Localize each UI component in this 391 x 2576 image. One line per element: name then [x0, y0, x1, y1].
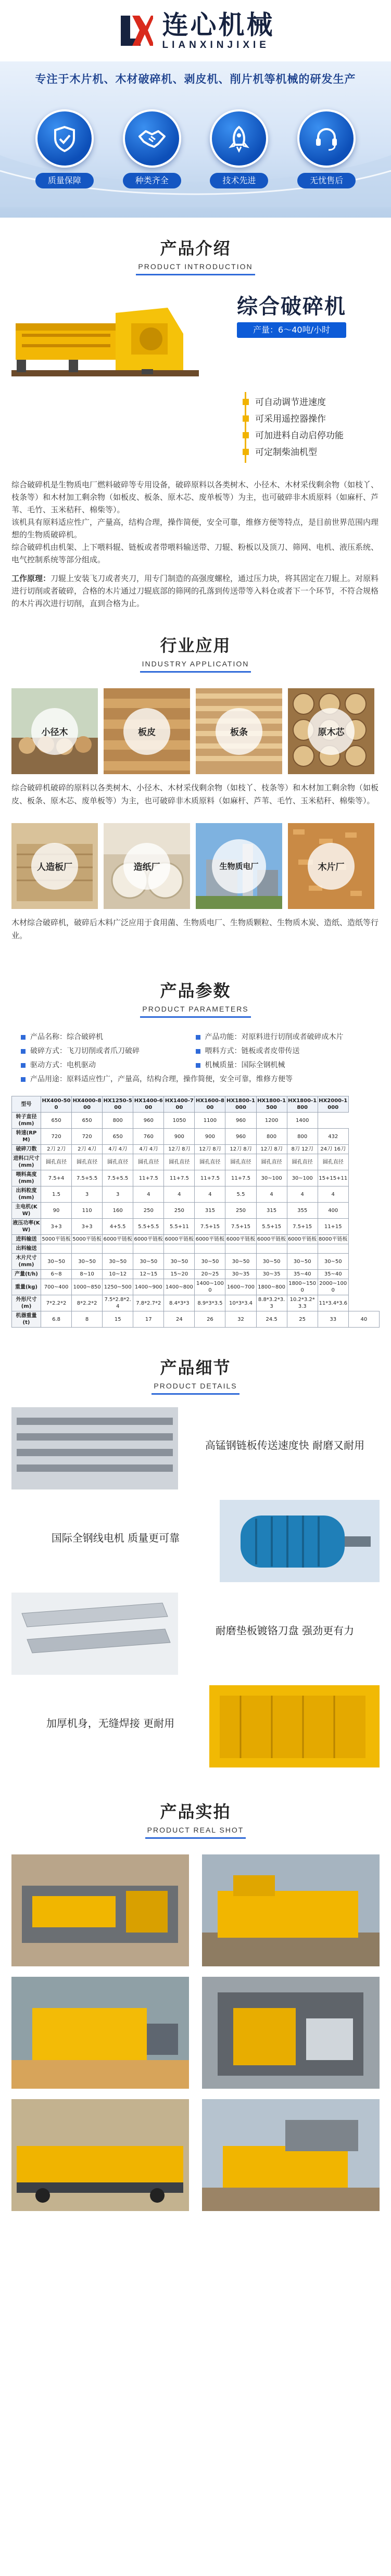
param-item: 机械质量：国际全钢机械	[196, 1058, 371, 1072]
table-cell: 900	[195, 1129, 225, 1145]
feature-item: 可定制柴油机型	[253, 444, 344, 461]
photos-section-title	[0, 1778, 391, 1839]
table-cell: 圆孔直径	[41, 1154, 72, 1170]
table-row	[12, 1113, 380, 1129]
table-cell: 40	[348, 1311, 379, 1328]
table-cell: 33	[318, 1311, 348, 1328]
table-cell: 250	[133, 1203, 164, 1219]
table-cell: 2000~1000	[318, 1279, 348, 1295]
table-header-model: HX1800-1800	[287, 1096, 318, 1113]
table-cell: 30~50	[256, 1254, 287, 1270]
table-cell: 1000~850	[72, 1279, 103, 1295]
table-cell: 355	[287, 1203, 318, 1219]
table-row	[12, 1295, 380, 1311]
table-cell: 4+5.5	[103, 1219, 133, 1235]
feature-list	[253, 394, 344, 461]
table-cell: 11+7.5	[195, 1170, 225, 1186]
table-row	[12, 1254, 380, 1270]
table-cell: 圆孔直径	[164, 1154, 195, 1170]
table-cell: 11+7.5	[225, 1170, 256, 1186]
real-shot-photo	[202, 1854, 380, 1966]
table-cell	[41, 1244, 72, 1254]
table-row	[12, 1186, 380, 1203]
table-cell: 32	[225, 1311, 256, 1328]
section-title-en: INDUSTRY APPLICATION	[140, 660, 251, 673]
table-header-model: HX1800-1000	[225, 1096, 256, 1113]
table-cell: 1800~800	[256, 1279, 287, 1295]
table-cell	[72, 1244, 103, 1254]
table-row	[12, 1170, 380, 1186]
table-cell: 6000平链板	[103, 1235, 133, 1244]
table-cell: 650	[72, 1113, 103, 1129]
table-cell: 30~100	[256, 1170, 287, 1186]
industry-label: 造纸厂	[123, 843, 170, 890]
table-cell	[256, 1244, 287, 1254]
table-cell: 1800~1500	[287, 1279, 318, 1295]
table-cell: 315	[195, 1203, 225, 1219]
table-cell: 15	[103, 1311, 133, 1328]
detail-card	[11, 1407, 380, 1489]
detail-text: 高锰钢链板传送速度快 耐磨又耐用	[205, 1439, 365, 1451]
table-cell: 30~50	[225, 1254, 256, 1270]
table-row-label: 液压功率(KW)	[12, 1219, 41, 1235]
table-cell: 4	[164, 1186, 195, 1203]
table-cell: 圆孔直径	[72, 1154, 103, 1170]
table-cell: 12刀 8刀	[195, 1145, 225, 1154]
table-cell: 1400	[287, 1113, 318, 1129]
params-table-header	[12, 1096, 380, 1113]
table-row-label: 出料粒度(mm)	[12, 1186, 41, 1203]
param-item: 喂料方式：链板或者皮带传送	[196, 1044, 371, 1058]
table-row	[12, 1129, 380, 1145]
table-cell: 7.5+5.5	[72, 1170, 103, 1186]
table-row	[12, 1203, 380, 1219]
section-title-cn: 产品细节	[160, 1358, 231, 1378]
table-cell: 700~400	[41, 1279, 72, 1295]
table-cell: 24.5	[256, 1311, 287, 1328]
hero-badges	[0, 109, 391, 188]
table-row-label: 木片尺寸(mm)	[12, 1254, 41, 1270]
table-cell: 4	[287, 1186, 318, 1203]
badge-variety	[121, 109, 183, 188]
industry-application-grid	[0, 818, 391, 909]
badge-tech	[208, 109, 270, 188]
table-cell: 6000平链板	[133, 1235, 164, 1244]
params-summary-row	[21, 1044, 370, 1058]
table-cell: 圆孔直径	[318, 1154, 348, 1170]
section-title-cn: 产品介绍	[160, 238, 231, 258]
work-principle	[11, 572, 380, 610]
table-cell: 8.8*3.2*3.3	[256, 1295, 287, 1311]
param-item: 产品名称：综合破碎机	[21, 1030, 196, 1044]
hero-banner	[0, 61, 391, 218]
capacity-badge: 产量：6～40吨/小时	[237, 322, 346, 338]
table-cell: 12刀 8刀	[164, 1145, 195, 1154]
table-cell: 30~35	[225, 1270, 256, 1279]
table-cell: 1050	[164, 1113, 195, 1129]
table-cell: 8000平链板	[318, 1235, 348, 1244]
param-item: 产品用途：原料适应性广，产量高，结构合理，操作简便，安全可靠，维修方便等	[21, 1072, 370, 1087]
table-cell: 800	[287, 1129, 318, 1145]
detail-card	[11, 1685, 380, 1767]
industry-raw-material-grid	[0, 673, 391, 774]
hero-slogan: 专注于木片机、木材破碎机、剥皮机、削片机等机械的研发生产	[35, 73, 356, 85]
table-row	[12, 1279, 380, 1295]
table-cell: 30~50	[287, 1254, 318, 1270]
table-cell: 5.5+15	[256, 1219, 287, 1235]
real-shot-photo	[202, 1977, 380, 2089]
table-cell: 11+7.5	[164, 1170, 195, 1186]
table-cell: 8~10	[72, 1270, 103, 1279]
table-cell: 110	[72, 1203, 103, 1219]
table-cell: 3	[103, 1186, 133, 1203]
table-header-model: HX1250-500	[103, 1096, 133, 1113]
product-name: 综合破碎机	[237, 295, 346, 319]
brand-header	[0, 0, 391, 61]
table-row-label: 重量(kg)	[12, 1279, 41, 1295]
industry-application-description: 木材综合破碎机，破碎后木料广泛应用于食用菌、生物质电厂、生物质颗粒、生物质木炭、造纸、造纸等行业。	[11, 918, 379, 940]
table-cell: 1100	[195, 1113, 225, 1129]
badge-label: 技术先进	[210, 173, 268, 188]
brand-text	[162, 10, 275, 51]
table-cell: 圆孔直径	[256, 1154, 287, 1170]
table-cell: 30~50	[164, 1254, 195, 1270]
photo-gallery	[0, 1839, 391, 2211]
table-cell: 2刀 4刀	[72, 1145, 103, 1154]
table-cell: 11*3.4*3.6	[318, 1295, 348, 1311]
table-cell: 24	[164, 1311, 195, 1328]
table-cell: 35~40	[287, 1270, 318, 1279]
table-cell: 960	[225, 1113, 256, 1129]
table-cell: 12刀 8刀	[225, 1145, 256, 1154]
industry-card	[288, 688, 374, 774]
detail-item	[0, 1593, 391, 1685]
industry-section-title	[0, 610, 391, 673]
detail-card	[11, 1500, 380, 1582]
section-title-en: PRODUCT PARAMETERS	[140, 1005, 250, 1018]
intro-paragraph: 综合破碎机是生物质电厂燃料破碎等专用设备，破碎原料以各类树木、小径木、木材采伐剩余物（如枝丫、枝条等）和木材加工剩余物（如板皮、板条、原木芯、废单板等）为主，也可破碎非木质原料（如麻杆、芦苇、毛竹、玉米秸秆、棉柴等）。	[11, 480, 379, 514]
table-cell: 6.8	[41, 1311, 72, 1328]
table-cell: 30~35	[256, 1270, 287, 1279]
table-cell	[103, 1244, 133, 1254]
industry-card	[11, 688, 98, 774]
table-row	[12, 1311, 380, 1328]
real-shot-photo	[11, 1977, 189, 2089]
table-cell: 30~100	[287, 1170, 318, 1186]
industry-label: 木片厂	[308, 843, 355, 890]
industry-card	[196, 688, 282, 774]
table-cell: 7.5*2.8*2.4	[103, 1295, 133, 1311]
table-cell: 720	[72, 1129, 103, 1145]
detail-item	[0, 1685, 391, 1778]
table-row	[12, 1270, 380, 1279]
table-cell: 10*3*3.4	[225, 1295, 256, 1311]
table-row	[12, 1219, 380, 1235]
table-row-label: 主电机(KW)	[12, 1203, 41, 1219]
table-header-model: HX1600-800	[195, 1096, 225, 1113]
table-cell: 5.5	[225, 1186, 256, 1203]
table-cell: 760	[133, 1129, 164, 1145]
section-title-en: PRODUCT REAL SHOT	[145, 1826, 246, 1839]
table-cell: 30~50	[195, 1254, 225, 1270]
table-cell: 1400~1000	[195, 1279, 225, 1295]
section-title-cn: 行业应用	[160, 636, 231, 655]
section-title-cn: 产品参数	[160, 981, 231, 1001]
table-cell: 6000平链板	[195, 1235, 225, 1244]
table-cell: 1400~900	[133, 1279, 164, 1295]
table-cell: 6000平链板	[287, 1235, 318, 1244]
table-cell: 10.2*3.2*3.3	[287, 1295, 318, 1311]
table-cell: 4	[133, 1186, 164, 1203]
badge-label: 质量保障	[35, 173, 94, 188]
table-cell: 5.5+11	[164, 1219, 195, 1235]
table-cell: 1600~700	[225, 1279, 256, 1295]
table-cell: 15~20	[164, 1270, 195, 1279]
table-cell: 4刀 4刀	[103, 1145, 133, 1154]
table-cell: 12~15	[133, 1270, 164, 1279]
table-cell	[287, 1244, 318, 1254]
table-cell: 7.5+15	[195, 1219, 225, 1235]
table-row-label: 进料口尺寸(mm)	[12, 1154, 41, 1170]
table-cell	[133, 1244, 164, 1254]
table-row-label: 转子直径(mm)	[12, 1113, 41, 1129]
table-row	[12, 1145, 380, 1154]
table-cell: 90	[41, 1203, 72, 1219]
feature-item: 可采用遥控器操作	[253, 411, 344, 427]
feature-item: 可加进料自动启停功能	[253, 427, 344, 444]
table-cell: 5000平链板	[41, 1235, 72, 1244]
detail-card	[11, 1593, 380, 1675]
real-shot-photo	[11, 2099, 189, 2211]
table-cell: 30~50	[133, 1254, 164, 1270]
intro-paragraph: 该机具有原料适应性广，产量高，结构合理，操作简便，安全可靠，维修方便等特点，是目前世界范围内理想的生物质破碎机。	[11, 517, 379, 539]
table-cell: 8*2.2*2	[72, 1295, 103, 1311]
table-cell: 900	[164, 1129, 195, 1145]
work-principle-label: 工作原理：	[11, 574, 51, 583]
table-header-model: HX2000-1000	[318, 1096, 348, 1113]
table-row-label: 破碎刀数	[12, 1145, 41, 1154]
table-cell: 圆孔直径	[225, 1154, 256, 1170]
table-row-label: 机器重量(t)	[12, 1311, 41, 1328]
table-row-label: 产量(t/h)	[12, 1270, 41, 1279]
table-cell: 650	[41, 1113, 72, 1129]
badge-label: 种类齐全	[123, 173, 181, 188]
table-cell: 1400~800	[164, 1279, 195, 1295]
intro-paragraph: 刀辊上安装飞刀或者夹刀，用专门制造的高强度螺栓，通过压力块，将其固定在刀辊上。对原料进行切削或者破碎，合格的木片通过刀辊底部的筛网的孔落到传送带等入料仓或者下一个环节，不符合规格的木片再次进行切削，直到合格为止。	[11, 574, 379, 608]
feature-item: 可自动调节进速度	[253, 394, 344, 411]
param-item: 产品功能：对原料进行切削或者破碎成木片	[196, 1030, 371, 1044]
table-cell: 960	[133, 1113, 164, 1129]
table-cell: 4	[195, 1186, 225, 1203]
headset-icon	[297, 109, 356, 168]
industry-card	[104, 823, 190, 909]
table-cell: 5.5+5.5	[133, 1219, 164, 1235]
table-cell: 3	[72, 1186, 103, 1203]
table-cell: 650	[103, 1129, 133, 1145]
table-cell: 20~25	[195, 1270, 225, 1279]
table-row-label: 进料输送	[12, 1235, 41, 1244]
table-cell: 315	[256, 1203, 287, 1219]
table-cell: 720	[41, 1129, 72, 1145]
params-table-body	[12, 1113, 380, 1328]
table-cell: 432	[318, 1129, 348, 1145]
shield-check-icon	[35, 109, 94, 168]
table-cell: 7*2.2*2	[41, 1295, 72, 1311]
industry-label: 原木芯	[308, 708, 355, 755]
params-summary	[0, 1018, 391, 1087]
table-header-model: HX400-500	[41, 1096, 72, 1113]
table-cell: 6000平链板	[164, 1235, 195, 1244]
table-row	[12, 1235, 380, 1244]
industry-label: 小径木	[31, 708, 78, 755]
table-header-model: HX4000-800	[72, 1096, 103, 1113]
industry-description: 综合破碎机破碎的原料以各类树木、小径木、木材采伐剩余物（如枝丫、枝条等）和木材加工剩余物（如板皮、板条、原木芯、废单板等）为主，也可破碎非木质原料（如麻杆、芦苇、毛竹、玉米秸秆、棉柴等）。	[11, 783, 379, 805]
table-row-label: 转速(RPM)	[12, 1129, 41, 1145]
table-cell: 11+7.5	[133, 1170, 164, 1186]
table-cell: 圆孔直径	[287, 1154, 318, 1170]
table-cell: 圆孔直径	[195, 1154, 225, 1170]
table-cell: 1.5	[41, 1186, 72, 1203]
table-cell: 1250~500	[103, 1279, 133, 1295]
table-cell: 24刀 16刀	[318, 1145, 348, 1154]
table-row	[12, 1154, 380, 1170]
badge-service	[295, 109, 358, 188]
table-cell: 250	[164, 1203, 195, 1219]
table-cell: 2刀 2刀	[41, 1145, 72, 1154]
table-cell	[225, 1244, 256, 1254]
crusher-machine-image	[11, 292, 199, 396]
intro-description	[0, 478, 391, 610]
table-cell: 160	[103, 1203, 133, 1219]
table-header-label: 型号	[12, 1096, 41, 1113]
table-cell	[164, 1244, 195, 1254]
table-cell	[195, 1244, 225, 1254]
detail-item	[0, 1407, 391, 1500]
real-shot-photo	[202, 2099, 380, 2211]
brand-name-en: LIANXINJIXIE	[162, 40, 270, 50]
table-header-model: HX1400-600	[133, 1096, 164, 1113]
table-cell: 4	[318, 1186, 348, 1203]
details-section-title	[0, 1328, 391, 1395]
table-cell: 圆孔直径	[133, 1154, 164, 1170]
table-cell: 8.9*3*3.5	[195, 1295, 225, 1311]
table-cell: 960	[225, 1129, 256, 1145]
table-cell: 800	[256, 1129, 287, 1145]
table-cell: 30~50	[318, 1254, 348, 1270]
param-item: 驱动方式：电机驱动	[21, 1058, 196, 1072]
table-row-label: 出料输送	[12, 1244, 41, 1254]
table-cell: 6000平链板	[256, 1235, 287, 1244]
intro-section-title	[0, 218, 391, 275]
table-cell	[318, 1244, 348, 1254]
table-header-model: HX1400-700	[164, 1096, 195, 1113]
table-cell: 6000平链板	[225, 1235, 256, 1244]
badge-quality	[33, 109, 96, 188]
table-cell: 800	[103, 1113, 133, 1129]
table-cell: 6~8	[41, 1270, 72, 1279]
table-cell: 12刀 8刀	[256, 1145, 287, 1154]
table-cell: 30~50	[103, 1254, 133, 1270]
table-cell: 3+3	[41, 1219, 72, 1235]
brand-name-cn: 连心机械	[162, 10, 275, 40]
table-cell: 圆孔直径	[103, 1154, 133, 1170]
table-cell: 10~12	[103, 1270, 133, 1279]
table-cell: 35~40	[318, 1270, 348, 1279]
intro-paragraph: 综合破碎机由机架、上下喂料辊、链板或者带喂料输送带、刀辊、粉板以及顶刀、筛网、电机、液压系统、电气控制系统等部分组成。	[11, 542, 379, 564]
table-header-model: HX1800-1500	[256, 1096, 287, 1113]
table-cell: 15+15+11	[318, 1170, 348, 1186]
detail-item	[0, 1500, 391, 1593]
table-cell: 30~50	[72, 1254, 103, 1270]
table-cell: 7.5+15	[225, 1219, 256, 1235]
table-cell: 25	[287, 1311, 318, 1328]
table-cell: 4	[256, 1186, 287, 1203]
table-cell: 400	[318, 1203, 348, 1219]
params-table	[11, 1096, 380, 1328]
industry-label: 生物质电厂	[212, 839, 266, 893]
handshake-icon	[123, 109, 181, 168]
table-row-label: 喂料高度(mm)	[12, 1170, 41, 1186]
detail-text: 国际全钢线电机 质量更可靠	[51, 1532, 180, 1544]
real-shot-photo	[11, 1854, 189, 1966]
industry-label: 板条	[216, 708, 262, 755]
table-row	[12, 1244, 380, 1254]
table-row-label: 外形尺寸(m)	[12, 1295, 41, 1311]
params-section-title	[0, 953, 391, 1018]
section-title-en: PRODUCT INTRODUCTION	[136, 262, 255, 275]
industry-card	[288, 823, 374, 909]
lx-logo-icon	[117, 12, 153, 49]
table-cell: 8	[72, 1311, 103, 1328]
params-summary-row	[21, 1030, 370, 1044]
section-title-en: PRODUCT DETAILS	[152, 1382, 239, 1395]
param-item: 破碎方式：飞刀切削或者爪刀破碎	[21, 1044, 196, 1058]
industry-card	[196, 823, 282, 909]
table-cell: 7.5+15	[287, 1219, 318, 1235]
industry-label: 板皮	[123, 708, 170, 755]
table-cell: 4刀 4刀	[133, 1145, 164, 1154]
table-cell: 5000平链板	[72, 1235, 103, 1244]
intro-showcase	[0, 281, 391, 478]
industry-label: 人造板厂	[31, 843, 78, 890]
industry-card	[104, 688, 190, 774]
badge-label: 无忧售后	[297, 173, 356, 188]
params-summary-row	[21, 1058, 370, 1072]
detail-text: 耐磨垫板镀铬刀盘 强劲更有力	[215, 1624, 355, 1637]
table-cell: 30~50	[41, 1254, 72, 1270]
table-cell: 7.8*2.7*2	[133, 1295, 164, 1311]
table-cell: 7.5+4	[41, 1170, 72, 1186]
table-cell: 8刀 12刀	[287, 1145, 318, 1154]
table-cell: 7.5+5.5	[103, 1170, 133, 1186]
table-cell: 26	[195, 1311, 225, 1328]
section-title-cn: 产品实拍	[160, 1802, 231, 1822]
table-cell: 3+3	[72, 1219, 103, 1235]
table-cell: 1200	[256, 1113, 287, 1129]
rocket-icon	[210, 109, 268, 168]
industry-card	[11, 823, 98, 909]
table-cell: 11+15	[318, 1219, 348, 1235]
table-cell: 8.4*3*3	[164, 1295, 195, 1311]
table-cell: 17	[133, 1311, 164, 1328]
table-cell: 250	[225, 1203, 256, 1219]
detail-text: 加厚机身，无缝焊接 更耐用	[46, 1717, 175, 1729]
